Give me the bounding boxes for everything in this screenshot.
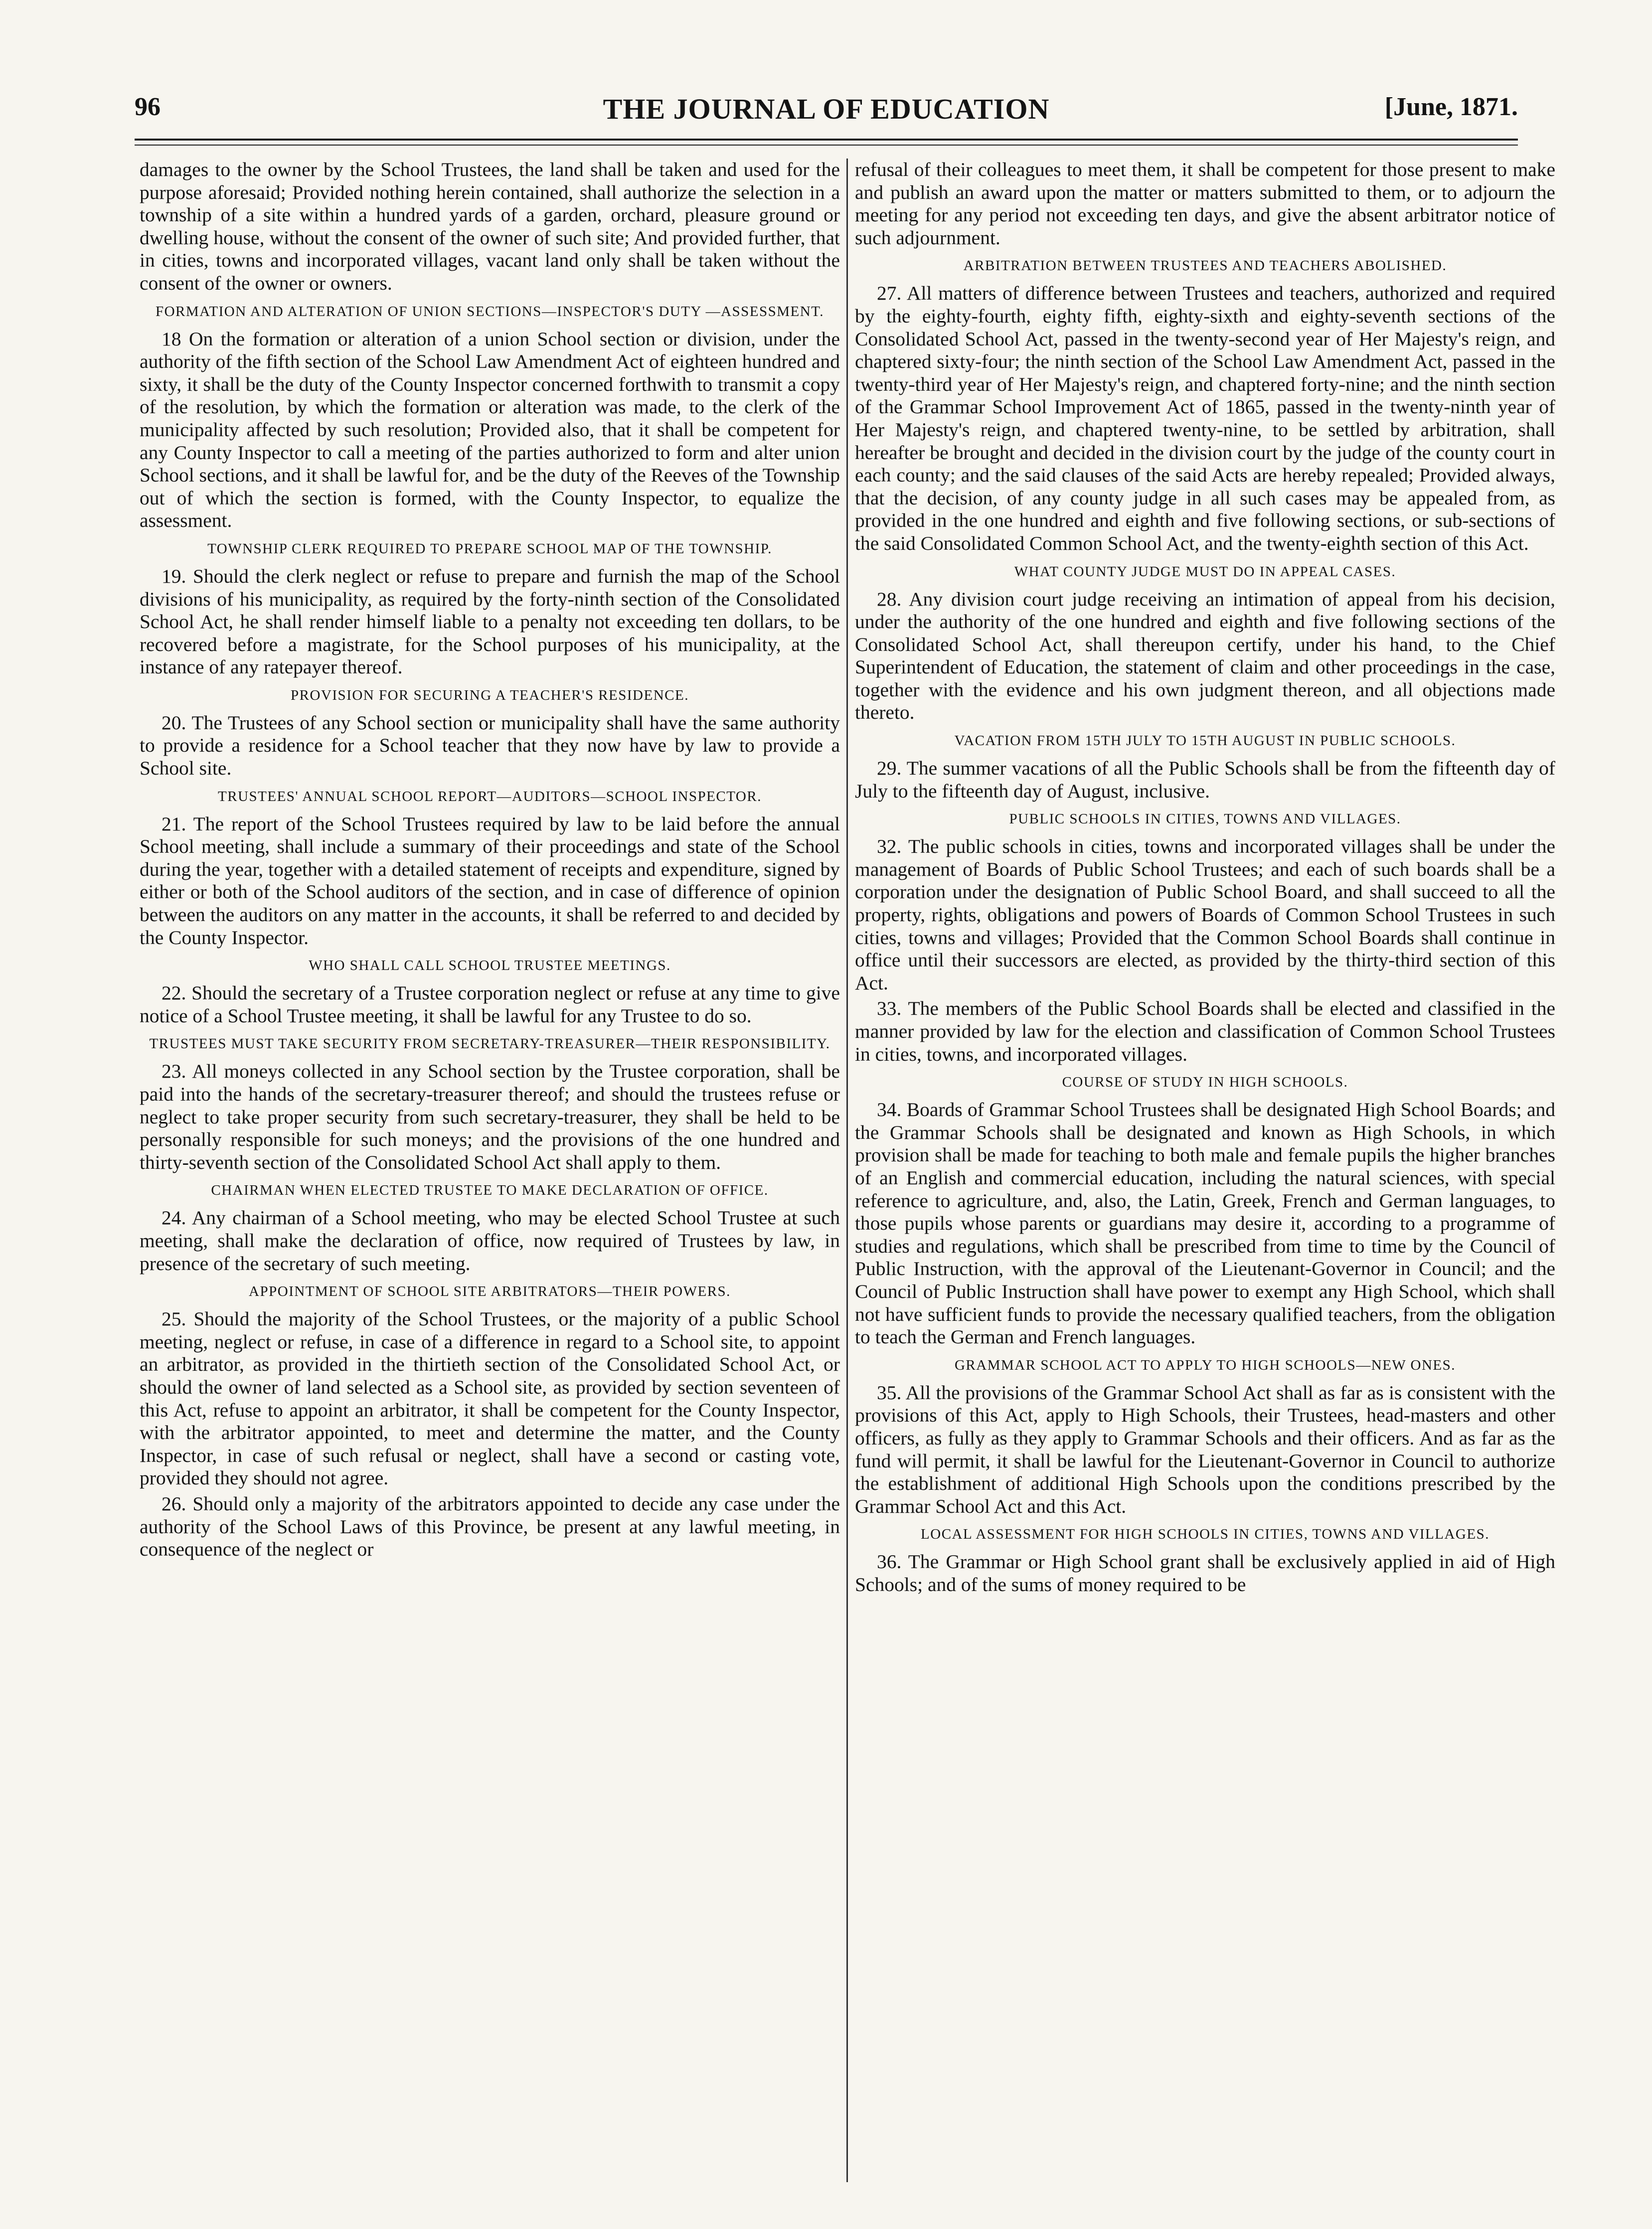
section-heading: TRUSTEES MUST TAKE SECURITY FROM SECRETARY-TREASURER—THEIR RESPONSIBILITY. — [149, 1036, 830, 1052]
journal-title: THE JOURNAL OF EDUCATION — [603, 93, 1050, 125]
header-rule — [135, 139, 1518, 141]
section-paragraph: 19. Should the clerk neglect or refuse to prepare and furnish the map of the School divisions of his municipality, as required by the forty-ninth section of the Consolidated School Act, he shall render himself liable to a penalty not exceeding ten dollars, to be recovered before a magistrate, for the School purposes of his municipality, at the instance of any ratepayer thereof. — [140, 565, 840, 678]
section-heading: TRUSTEES' ANNUAL SCHOOL REPORT—AUDITORS—SCHOOL INSPECTOR. — [218, 788, 762, 804]
continued-paragraph: damages to the owner by the School Trustees, the land shall be taken and used for the purpose aforesaid; Provided nothing herein contained, shall authorize the selection in a township of a site within a hundred yards of a garden, orchard, pleasure ground or dwelling house, without the consent of the owner of such site; And provided further, that in cities, towns and incorporated villages, vacant land only shall be taken without the consent of the owner or owners. — [140, 159, 840, 294]
page-header — [135, 92, 1518, 132]
section-paragraph: 32. The public schools in cities, towns and incorporated villages shall be under the management of Boards of Public School Trustees; and each of such boards shall be a corporation under the designation of Public School Board, and shall succeed to all the property, rights, obligations and powers of Boards of Common School Trustees in such cities, towns and villages; Provided that the Common School Boards shall continue in office until their successors are elected, as provided by the thirty-third section of this Act. — [855, 835, 1555, 994]
section-heading: CHAIRMAN WHEN ELECTED TRUSTEE TO MAKE DECLARATION OF OFFICE. — [211, 1182, 769, 1199]
section-heading: TOWNSHIP CLERK REQUIRED TO PREPARE SCHOOL MAP OF THE TOWNSHIP. — [207, 540, 772, 557]
section-heading: VACATION FROM 15TH JULY TO 15TH AUGUST IN PUBLIC SCHOOLS. — [954, 733, 1456, 749]
section-heading: ARBITRATION BETWEEN TRUSTEES AND TEACHERS ABOLISHED. — [963, 258, 1447, 274]
column-divider — [846, 159, 848, 2182]
section-paragraph: 18 On the formation or alteration of a union School section or division, under the authority of the fifth section of the School Law Amendment Act of eighteen hundred and sixty, it shall be the duty of the County Inspector concerned forthwith to transmit a copy of the resolution, by which the formation or alteration was made, to the clerk of the municipality affected by such resolution; Provided also, that it shall be competent for any County Inspector to call a meeting of the parties authorized to form and alter union School sections, and it shall be lawful for, and be the duty of the Reeves of the Township out of which the section is formed, with the County Inspector, to equalize the assessment. — [140, 327, 840, 532]
section-paragraph: 25. Should the majority of the School Trustees, or the majority of a public School meeting, neglect or refuse, in case of a difference in regard to a School site, to appoint an arbitrator, as provided in the thirtieth section of the Consolidated School Act, or should the owner of land selected as a School site, as provided by section seventeen of this Act, refuse to appoint an arbitrator, it shall be competent for the County Inspector, with the arbitrator appointed, to meet and determine the matter, and the County Inspector, in case of such refusal or neglect, shall have a second or casting vote, provided they should not agree. — [140, 1308, 840, 1489]
section-paragraph: 27. All matters of difference between Trustees and teachers, authorized and required by the eighty-fourth, eighty fifth, eighty-sixth and eighty-seventh sections of the Consolidated School Act, passed in the twenty-second year of Her Majesty's reign, and chaptered sixty-four; the ninth section of the School Law Amendment Act, passed in the twenty-third year of Her Majesty's reign, and chaptered forty-nine; and the ninth section of the Grammar School Improvement Act of 1865, passed in the twenty-ninth year of Her Majesty's reign, and chaptered twenty-nine, to be settled by arbitration, shall hereafter be brought and decided in the division court by the judge of the county court in each county; and the said clauses of the said Acts are hereby repealed; Provided always, that the decision, of any county judge in all such cases may be appealed from, as provided in the one hundred and eighth and five following sections, or sub-sections of the said Consolidated Common School Act, and the twenty-eighth section of this Act. — [855, 282, 1555, 554]
section-paragraph: 22. Should the secretary of a Trustee corporation neglect or refuse at any time to give notice of a School Trustee meeting, it shall be lawful for any Trustee to do so. — [140, 982, 840, 1027]
continued-paragraph: refusal of their colleagues to meet them, it shall be competent for those present to make and publish an award upon the matter or matters submitted to them, or to adjourn the meeting for any period not exceeding ten days, and give the absent arbitrator notice of such adjournment. — [855, 159, 1555, 249]
section-paragraph: 29. The summer vacations of all the Public Schools shall be from the fifteenth day of July to the fifteenth day of August, inclusive. — [855, 757, 1555, 802]
section-paragraph: 35. All the provisions of the Grammar School Act shall as far as is consistent with the provisions of this Act, apply to High Schools, their Trustees, head-masters and other officers, as fully as they apply to Grammar Schools and their officers. And as far as the fund will permit, it shall be lawful for the Lieutenant-Governor in Council to authorize the establishment of additional High Schools upon the conditions prescribed by the Grammar School Act and this Act. — [855, 1381, 1555, 1517]
left-column — [140, 159, 840, 2182]
right-column — [855, 159, 1555, 2182]
section-heading: COURSE OF STUDY IN HIGH SCHOOLS. — [1062, 1074, 1348, 1091]
section-paragraph: 20. The Trustees of any School section or municipality shall have the same authority to provide a residence for a School teacher that they now have by law to provide a School site. — [140, 711, 840, 780]
section-heading: WHO SHALL CALL SCHOOL TRUSTEE MEETINGS. — [309, 957, 671, 974]
section-paragraph: 33. The members of the Public School Boards shall be elected and classified in the manner provided by law for the election and classification of Common School Trustees in cities, towns, and incorporated villages. — [855, 997, 1555, 1065]
section-heading: PUBLIC SCHOOLS IN CITIES, TOWNS AND VILLAGES. — [1009, 811, 1401, 827]
section-heading: PROVISION FOR SECURING A TEACHER'S RESIDENCE. — [291, 687, 689, 703]
section-heading: FORMATION AND ALTERATION OF UNION SECTIONS—INSPECTOR'S DUTY —ASSESSMENT. — [155, 303, 825, 319]
section-heading: WHAT COUNTY JUDGE MUST DO IN APPEAL CASES. — [1014, 563, 1396, 580]
section-paragraph: 23. All moneys collected in any School section by the Trustee corporation, shall be paid into the hands of the secretary-treasurer thereof; and should the trustees refuse or neglect to take proper security from such secretary-treasurer, they shall be held to be personally responsible for such moneys; and the provisions of the one hundred and thirty-seventh section of the Consolidated School Act shall apply to them. — [140, 1060, 840, 1173]
section-paragraph: 34. Boards of Grammar School Trustees shall be designated High School Boards; and the Grammar Schools shall be designated and known as High Schools, in which provision shall be made for teaching to both male and female pupils the higher branches of an English and commercial education, including the natural sciences, with special reference to agriculture, and, also, the Latin, Greek, French and German languages, to those pupils whose parents or guardians may desire it, according to a programme of studies and regulations, which shall be prescribed from time to time by the Council of Public Instruction, with the approval of the Lieutenant-Governor in Council; and the Council of Public Instruction shall have power to exempt any High School, which shall not have sufficient funds to provide the necessary qualified teachers, from the obligation to teach the German and French languages. — [855, 1099, 1555, 1348]
section-heading: GRAMMAR SCHOOL ACT TO APPLY TO HIGH SCHOOLS—NEW ONES. — [954, 1357, 1456, 1373]
section-paragraph: 24. Any chairman of a School meeting, who may be elected School Trustee at such meeting, shall make the declaration of office, now required of Trustees by law, in presence of the secretary of such meeting. — [140, 1207, 840, 1274]
page-number: 96 — [135, 93, 161, 121]
section-paragraph: 21. The report of the School Trustees required by law to be laid before the annual School meeting, shall include a summary of their proceedings and state of the School during the year, together with a detailed statement of receipts and expenditure, signed by either or both of the School auditors of the section, and in case of difference of opinion between the auditors on any matter in the accounts, it shall be referred to and decided by the County Inspector. — [140, 812, 840, 949]
section-paragraph: 36. The Grammar or High School grant shall be exclusively applied in aid of High Schools; and of the sums of money required to be — [855, 1551, 1555, 1595]
section-paragraph: 28. Any division court judge receiving an intimation of appeal from his decision, under the authority of the one hundred and eighth and five following sections of the Consolidated School Act, shall thereupon certify, under his hand, to the Chief Superintendent of Education, the statement of claim and other proceedings in the case, together with the evidence and his own judgment thereon, and all objections made thereto. — [855, 588, 1555, 724]
section-heading: LOCAL ASSESSMENT FOR HIGH SCHOOLS IN CITIES, TOWNS AND VILLAGES. — [921, 1526, 1489, 1543]
section-paragraph: 26. Should only a majority of the arbitrators appointed to decide any case under the authority of the School Laws of this Province, be present at any lawful meeting, in consequence of the neglect or — [140, 1492, 840, 1561]
header-rule-thin — [135, 145, 1518, 146]
issue-date: [June, 1871. — [1384, 93, 1518, 121]
section-heading: APPOINTMENT OF SCHOOL SITE ARBITRATORS—THEIR POWERS. — [249, 1283, 731, 1300]
